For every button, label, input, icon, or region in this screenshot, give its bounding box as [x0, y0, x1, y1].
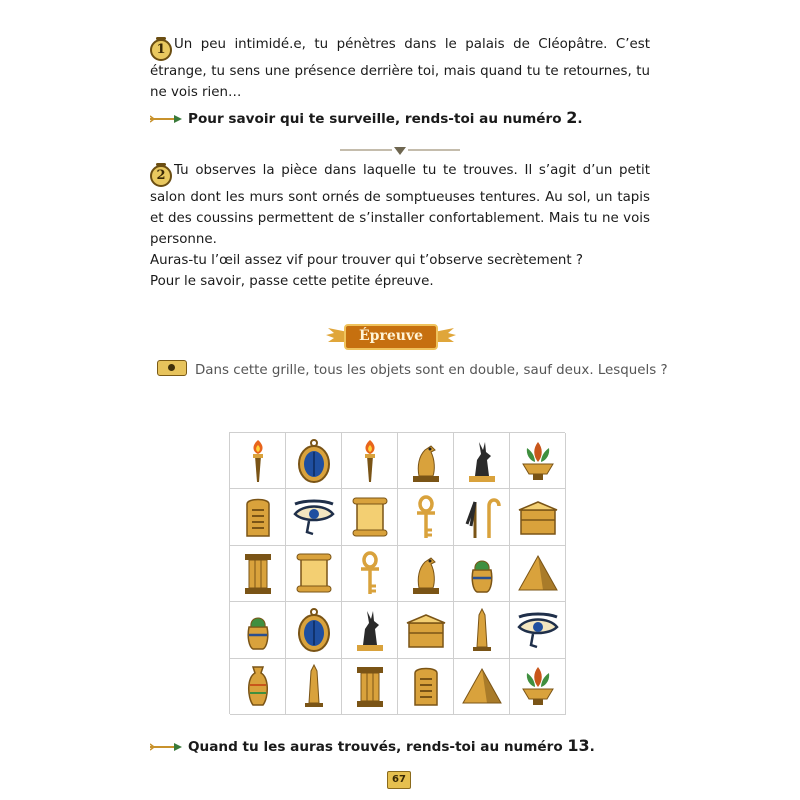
scarab-amulet-icon	[291, 438, 337, 484]
grid-cell[interactable]	[342, 659, 398, 715]
grid-cell[interactable]	[454, 546, 510, 602]
scarab-amulet-icon	[291, 607, 337, 653]
grid-cell[interactable]	[342, 602, 398, 658]
ankh-key-icon	[403, 494, 449, 540]
challenge-question	[157, 360, 668, 378]
obelisk-icon	[291, 663, 337, 709]
falcon-statue-icon	[403, 438, 449, 484]
section-1-instruction	[150, 108, 583, 127]
page-number: 67	[387, 771, 411, 789]
eye-of-horus-icon	[291, 494, 337, 540]
stele-icon	[235, 494, 281, 540]
pillar-icon	[235, 550, 281, 596]
section-2-invite: Pour le savoir, passe cette petite épreuve.	[150, 274, 434, 289]
obelisk-icon	[459, 607, 505, 653]
grid-cell[interactable]	[398, 433, 454, 489]
grid-cell[interactable]	[286, 489, 342, 545]
grid-cell[interactable]	[510, 489, 566, 545]
grid-cell[interactable]	[342, 433, 398, 489]
grid-cell[interactable]	[510, 602, 566, 658]
section-number-badge: 2	[150, 165, 172, 187]
challenge-banner	[326, 320, 456, 356]
section-2-paragraph	[150, 160, 650, 292]
chest-icon	[403, 607, 449, 653]
grid-cell[interactable]	[398, 659, 454, 715]
grid-cell[interactable]	[230, 659, 286, 715]
grid-cell[interactable]	[510, 433, 566, 489]
pyramid-icon	[515, 550, 561, 596]
section-number-badge: 1	[150, 39, 172, 61]
torch-icon	[235, 438, 281, 484]
grid-cell[interactable]	[398, 546, 454, 602]
grid-cell[interactable]	[342, 546, 398, 602]
grid-cell[interactable]	[286, 546, 342, 602]
grid-cell[interactable]	[454, 489, 510, 545]
pillar-icon	[347, 663, 393, 709]
scroll-icon	[347, 494, 393, 540]
grid-cell[interactable]	[230, 433, 286, 489]
canopic-jar-icon	[459, 550, 505, 596]
section-1-text: Un peu intimidé.e, tu pénètres dans le palais de Cléopâtre. C’est étrange, tu sens une présence derrière toi, mais quand tu te retournes, tu ne vois rien…	[150, 37, 650, 100]
falcon-statue-icon	[403, 550, 449, 596]
grid-cell[interactable]	[454, 659, 510, 715]
scroll-icon	[291, 550, 337, 596]
footer-target-number: 13	[567, 736, 590, 755]
question-text: Dans cette grille, tous les objets sont en double, sauf deux. Lesquels ?	[195, 363, 668, 378]
grid-cell[interactable]	[230, 602, 286, 658]
section-1-paragraph	[150, 34, 650, 103]
grid-cell[interactable]	[398, 602, 454, 658]
grid-cell[interactable]	[286, 602, 342, 658]
eye-of-horus-icon	[515, 607, 561, 653]
grid-cell[interactable]	[286, 433, 342, 489]
anubis-statue-icon	[347, 607, 393, 653]
footer-instruction	[150, 736, 595, 755]
arrow-icon	[150, 114, 182, 124]
chest-icon	[515, 494, 561, 540]
grid-cell[interactable]	[230, 546, 286, 602]
lotus-bowl-icon	[515, 663, 561, 709]
pyramid-icon	[459, 663, 505, 709]
target-number: 2	[566, 108, 578, 127]
grid-cell[interactable]	[510, 546, 566, 602]
footer-end: .	[589, 739, 595, 755]
challenge-title: Épreuve	[359, 328, 423, 344]
ornament-divider	[340, 144, 460, 156]
instruction-end: .	[577, 111, 583, 127]
vase-icon	[235, 663, 281, 709]
magnifier-scarab-icon	[157, 360, 187, 376]
canopic-jar-icon	[235, 607, 281, 653]
object-grid	[229, 432, 565, 714]
grid-cell[interactable]	[454, 602, 510, 658]
torch-icon	[347, 438, 393, 484]
grid-cell[interactable]	[398, 489, 454, 545]
ankh-key-icon	[347, 550, 393, 596]
grid-cell[interactable]	[286, 659, 342, 715]
grid-cell[interactable]	[510, 659, 566, 715]
lotus-bowl-icon	[515, 438, 561, 484]
arrow-icon	[150, 742, 182, 752]
section-2-text: Tu observes la pièce dans laquelle tu te trouves. Il s’agit d’un petit salon dont les murs sont ornés de somptueuses tentures. Au sol, un tapis et des coussins permettent de s’installer confortablement. Mais tu ne vois personne.	[150, 163, 650, 247]
crook-flail-icon	[459, 494, 505, 540]
anubis-statue-icon	[459, 438, 505, 484]
grid-cell[interactable]	[230, 489, 286, 545]
section-2-question: Auras-tu l’œil assez vif pour trouver qui t’observe secrètement ?	[150, 253, 584, 268]
grid-cell[interactable]	[454, 433, 510, 489]
stele-icon	[403, 663, 449, 709]
footer-text: Quand tu les auras trouvés, rends-toi au numéro	[188, 739, 568, 755]
instruction-text: Pour savoir qui te surveille, rends-toi au numéro	[188, 111, 567, 127]
grid-cell[interactable]	[342, 489, 398, 545]
